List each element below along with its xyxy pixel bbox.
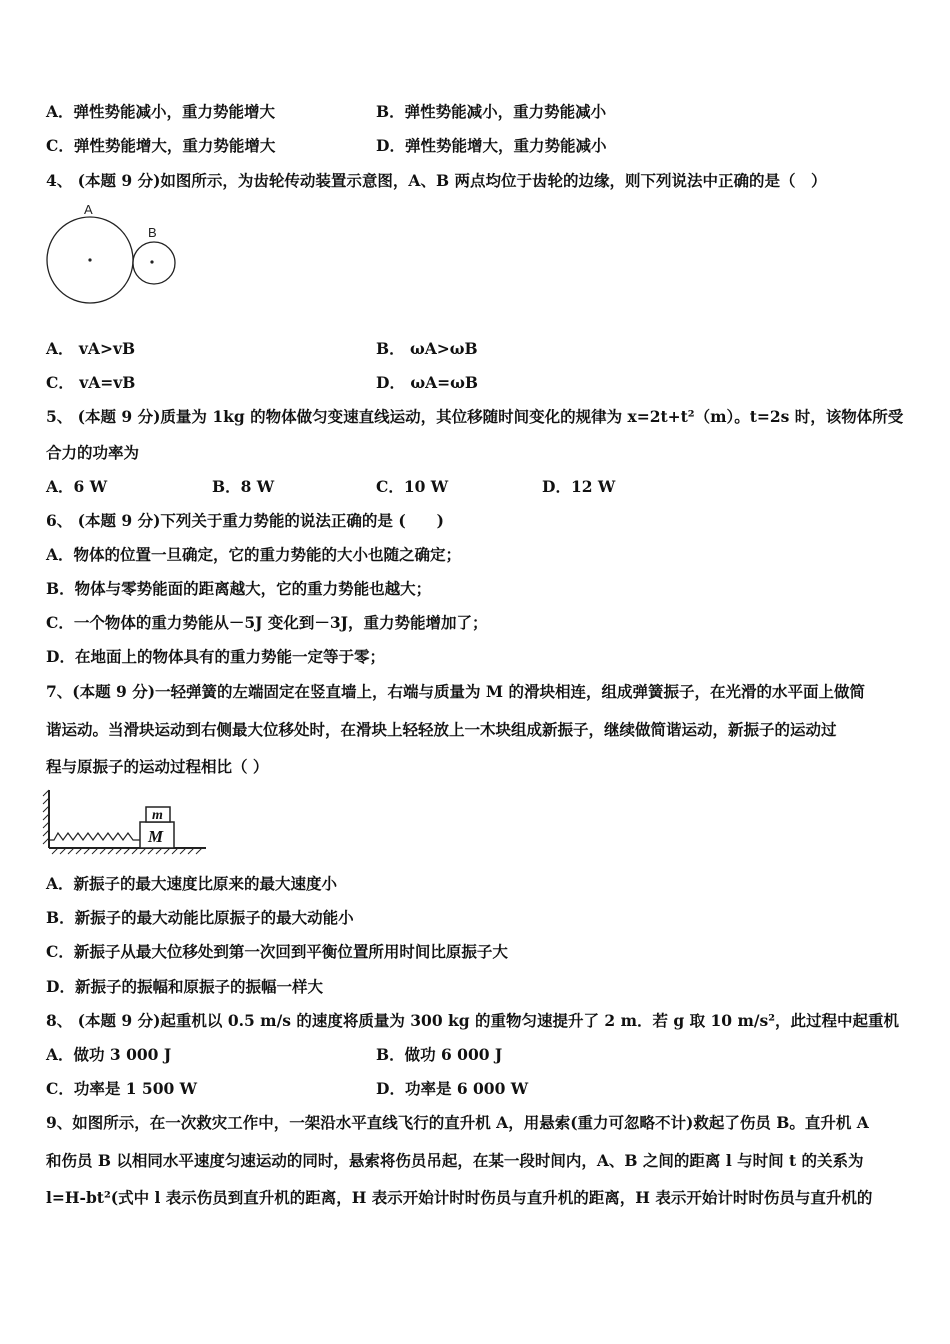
q5-stem-line2: 合力的功率为 (46, 443, 140, 462)
gear-a-center (88, 258, 91, 261)
gear-b-label: B (148, 225, 157, 240)
gear-a-label: A (84, 202, 93, 217)
gear-b-circle (133, 242, 175, 284)
q6-option-c: C．一个物体的重力势能从－5J 变化到－3J，重力势能增加了； (46, 613, 488, 632)
q7-option-d: D．新振子的振幅和原振子的振幅一样大 (46, 977, 323, 996)
q4-option-c: C． vA=vB (46, 373, 136, 392)
q7-stem-line1: 7、(本题 9 分)一轻弹簧的左端固定在竖直墙上，右端与质量为 M 的滑块相连，组成弹簧振子，在光滑的水平面上做简 (46, 682, 865, 701)
q4-option-d: D． ωA=ωB (376, 373, 478, 392)
q4-option-b: B． ωA>ωB (376, 339, 478, 358)
q7-stem-line2: 谐运动。当滑块运动到右侧最大位移处时，在滑块上轻轻放上一木块组成新振子，继续做简谐运动，新振子的运动过 (46, 720, 837, 739)
q6-option-a: A．物体的位置一旦确定，它的重力势能的大小也随之确定； (46, 545, 462, 564)
q3-option-c: C．弹性势能增大，重力势能增大 (46, 136, 276, 155)
q4-option-a: A． vA>vB (46, 339, 136, 358)
q5-option-b: B．8 W (212, 477, 275, 496)
q5-stem-line1: 5、 (本题 9 分)质量为 1kg 的物体做匀变速直线运动，其位移随时间变化的规律为 x=2t+t²（m）。t=2s 时，该物体所受 (46, 407, 904, 426)
q7-stem-line3: 程与原振子的运动过程相比（ ） (46, 757, 269, 776)
q9-line1: 9、如图所示，在一次救灾工作中，一架沿水平直线飞行的直升机 A，用悬索(重力可忽略不计)救起了伤员 B。直升机 A (46, 1113, 869, 1132)
q7-option-c: C．新振子从最大位移处到第一次回到平衡位置所用时间比原振子大 (46, 942, 508, 961)
block-small-label: m (152, 808, 163, 823)
q4-stem: 4、 (本题 9 分)如图所示，为齿轮传动装置示意图，A、B 两点均位于齿轮的边缘，则下列说法中正确的是（ ） (46, 171, 827, 190)
spring-oscillator-diagram (42, 786, 212, 856)
q3-option-a: A．弹性势能减小，重力势能增大 (46, 102, 276, 121)
q7-option-a: A．新振子的最大速度比原来的最大速度小 (46, 874, 338, 893)
q8-option-b: B．做功 6 000 J (376, 1045, 503, 1064)
q8-option-a: A．做功 3 000 J (46, 1045, 172, 1064)
q3-option-b: B．弹性势能减小，重力势能减小 (376, 102, 607, 121)
q8-option-d: D．功率是 6 000 W (376, 1079, 529, 1098)
q8-option-c: C．功率是 1 500 W (46, 1079, 198, 1098)
q8-stem: 8、 (本题 9 分)起重机以 0.5 m/s 的速度将质量为 300 kg 的重物匀速提升了 2 m．若 g 取 10 m/s²，此过程中起重机 (46, 1011, 900, 1030)
q6-option-d: D．在地面上的物体具有的重力势能一定等于零； (46, 647, 385, 666)
q9-line3: l=H-bt²(式中 l 表示伤员到直升机的距离，H 表示开始计时时伤员与直升机的距离，H 表示开始计时时伤员与直升机的 (46, 1188, 873, 1207)
gear-b-center (150, 260, 153, 263)
block-big-label: M (148, 827, 164, 846)
q9-line2: 和伤员 B 以相同水平速度匀速运动的同时，悬索将伤员吊起，在某一段时间内，A、B 之间的距离 l 与时间 t 的关系为 (46, 1151, 864, 1170)
q5-option-d: D．12 W (542, 477, 616, 496)
q5-option-c: C．10 W (376, 477, 449, 496)
q6-stem: 6、 (本题 9 分)下列关于重力势能的说法正确的是 ( ) (46, 511, 444, 530)
spring (49, 833, 140, 840)
q6-option-b: B．物体与零势能面的距离越大，它的重力势能也越大； (46, 579, 432, 598)
q5-option-a: A．6 W (46, 477, 108, 496)
q3-option-d: D．弹性势能增大，重力势能减小 (376, 136, 607, 155)
q7-option-b: B．新振子的最大动能比原振子的最大动能小 (46, 908, 354, 927)
gear-diagram (44, 200, 184, 312)
